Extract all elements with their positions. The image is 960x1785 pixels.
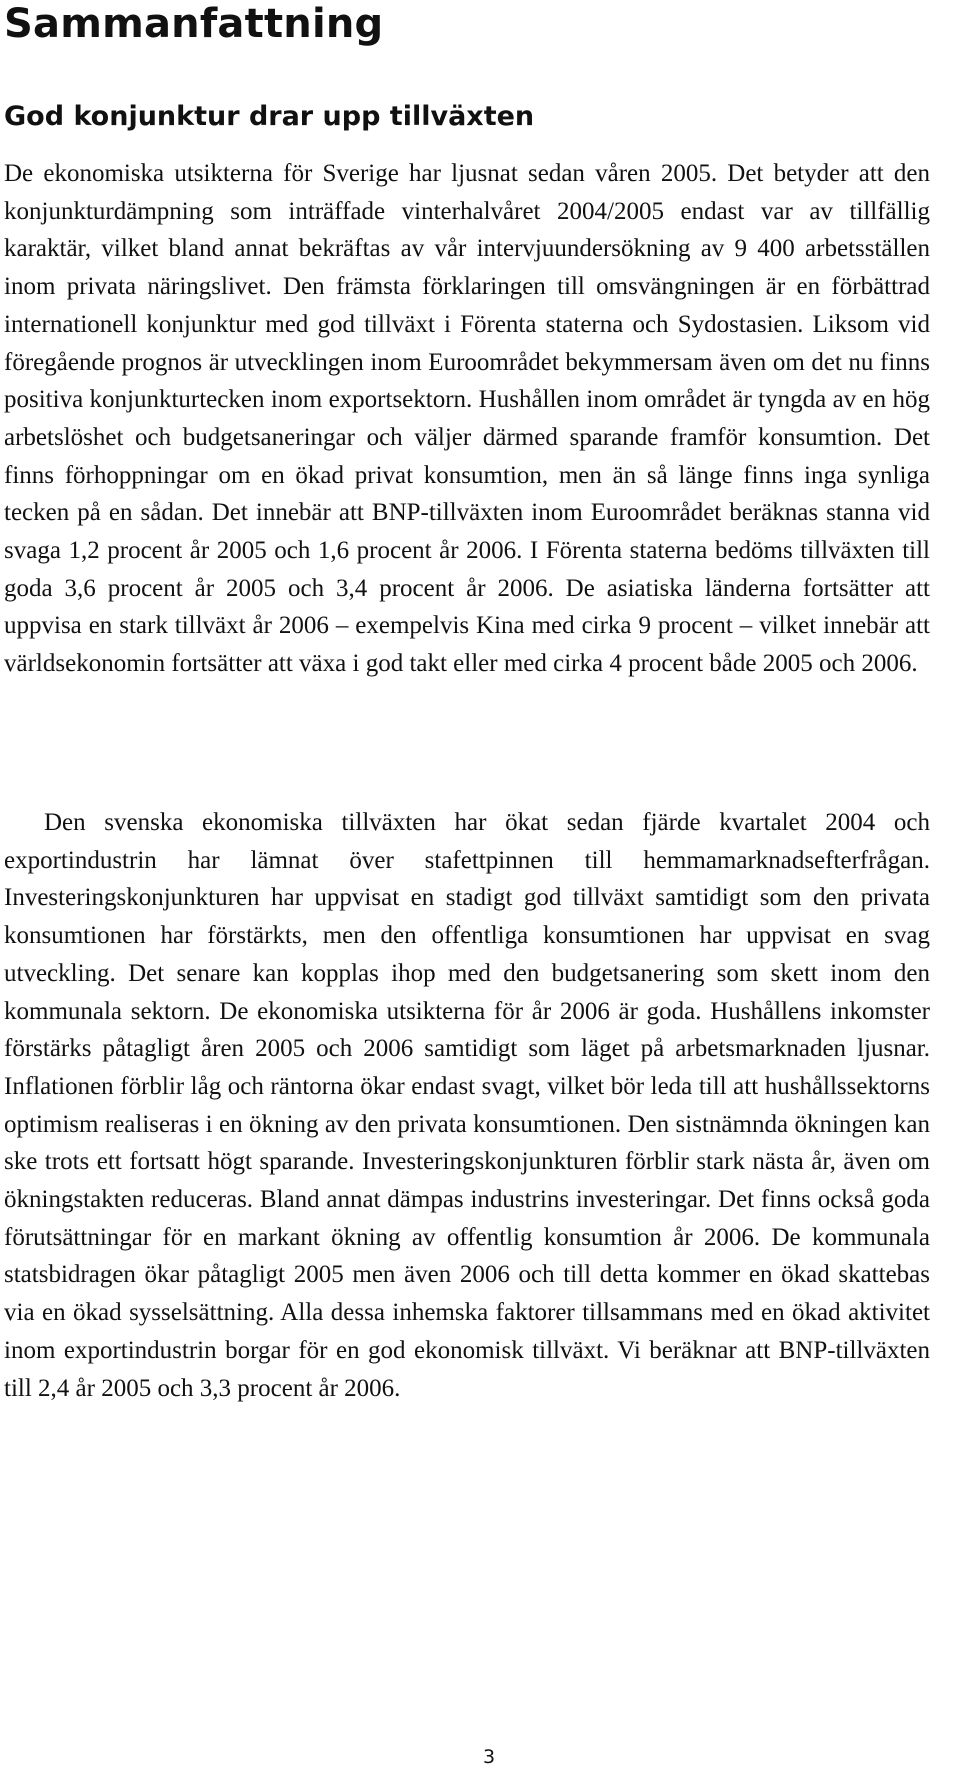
section-heading: God konjunktur drar upp tillväxten bbox=[4, 101, 535, 132]
page-number: 3 bbox=[482, 1746, 496, 1768]
paragraph-international-outlook: De ekonomiska utsikterna för Sverige har ljusnat sedan våren 2005. Det betyder att den konjunkturdämpning som inträffade vinterhalvåret 2004/2005 endast var av tillfällig karaktär, vilket bland annat bekräftas av vår intervjuundersökning av 9 400 arbetsställen inom privata näringslivet. Den främsta förklaringen till omsvängningen är en förbättrad internationell konjunktur med god tillväxt i Förenta staterna och Sydostasien. Liksom vid föregående prognos är utvecklingen inom Euroområdet bekymmersam även om det nu finns positiva konjunkturtecken inom exportsektorn. Hushållen inom området är tyngda av en hög arbetslöshet och budgetsaneringar och väljer därmed sparande framför konsumtion. Det finns förhoppningar om en ökad privat konsumtion, men än så länge finns inga synliga tecken på en sådan. Det innebär att BNP-tillväxten inom Euroområdet beräknas stanna vid svaga 1,2 procent år 2005 och 1,6 procent år 2006. I Förenta staterna bedöms tillväxten till goda 3,6 procent år 2005 och 3,4 procent år 2006. De asiatiska länderna fortsätter att uppvisa en stark tillväxt år 2006 – exempelvis Kina med cirka 9 procent – vilket innebär att världsekonomin fortsätter att växa i god takt eller med cirka 4 procent både 2005 och 2006. bbox=[4, 160, 930, 678]
paragraph-swedish-economy: Den svenska ekonomiska tillväxten har ökat sedan fjärde kvartalet 2004 och exportindustrin har lämnat över stafettpinnen till hemmamarknadsefterfrågan. Investeringskonjunkturen har uppvisat en stadigt god tillväxt samtidigt som den privata konsumtionen har förstärkts, men den offentliga konsumtionen har uppvisat en svag utveckling. Det senare kan kopplas ihop med den budgetsanering som skett inom den kommunala sektorn. De ekonomiska utsikterna för år 2006 är goda. Hushållens inkomster förstärks påtagligt åren 2005 och 2006 samtidigt som läget på arbetsmarknaden ljusnar. Inflationen förblir låg och räntorna ökar endast svagt, vilket bör leda till att hushållssektorns optimism realiseras i en ökning av den privata konsumtionen. Den sistnämnda ökningen kan ske trots ett fortsatt högt sparande. Investeringskonjunkturen förblir stark nästa år, även om ökningstakten reduceras. Bland annat dämpas industrins investeringar. Det finns också goda förutsättningar för en markant ökning av offentlig konsumtion år 2006. De kommunala statsbidragen ökar påtagligt 2005 men även 2006 och till detta kommer en ökad skattebas via en ökad sysselsättning. Alla dessa inhemska faktorer tillsammans med en ökad aktivitet inom exportindustrin borgar för en god ekonomisk tillväxt. Vi beräknar att BNP-tillväxten till 2,4 år 2005 och 3,3 procent år 2006. bbox=[4, 809, 930, 1402]
page-title: Sammanfattning bbox=[4, 1, 384, 47]
